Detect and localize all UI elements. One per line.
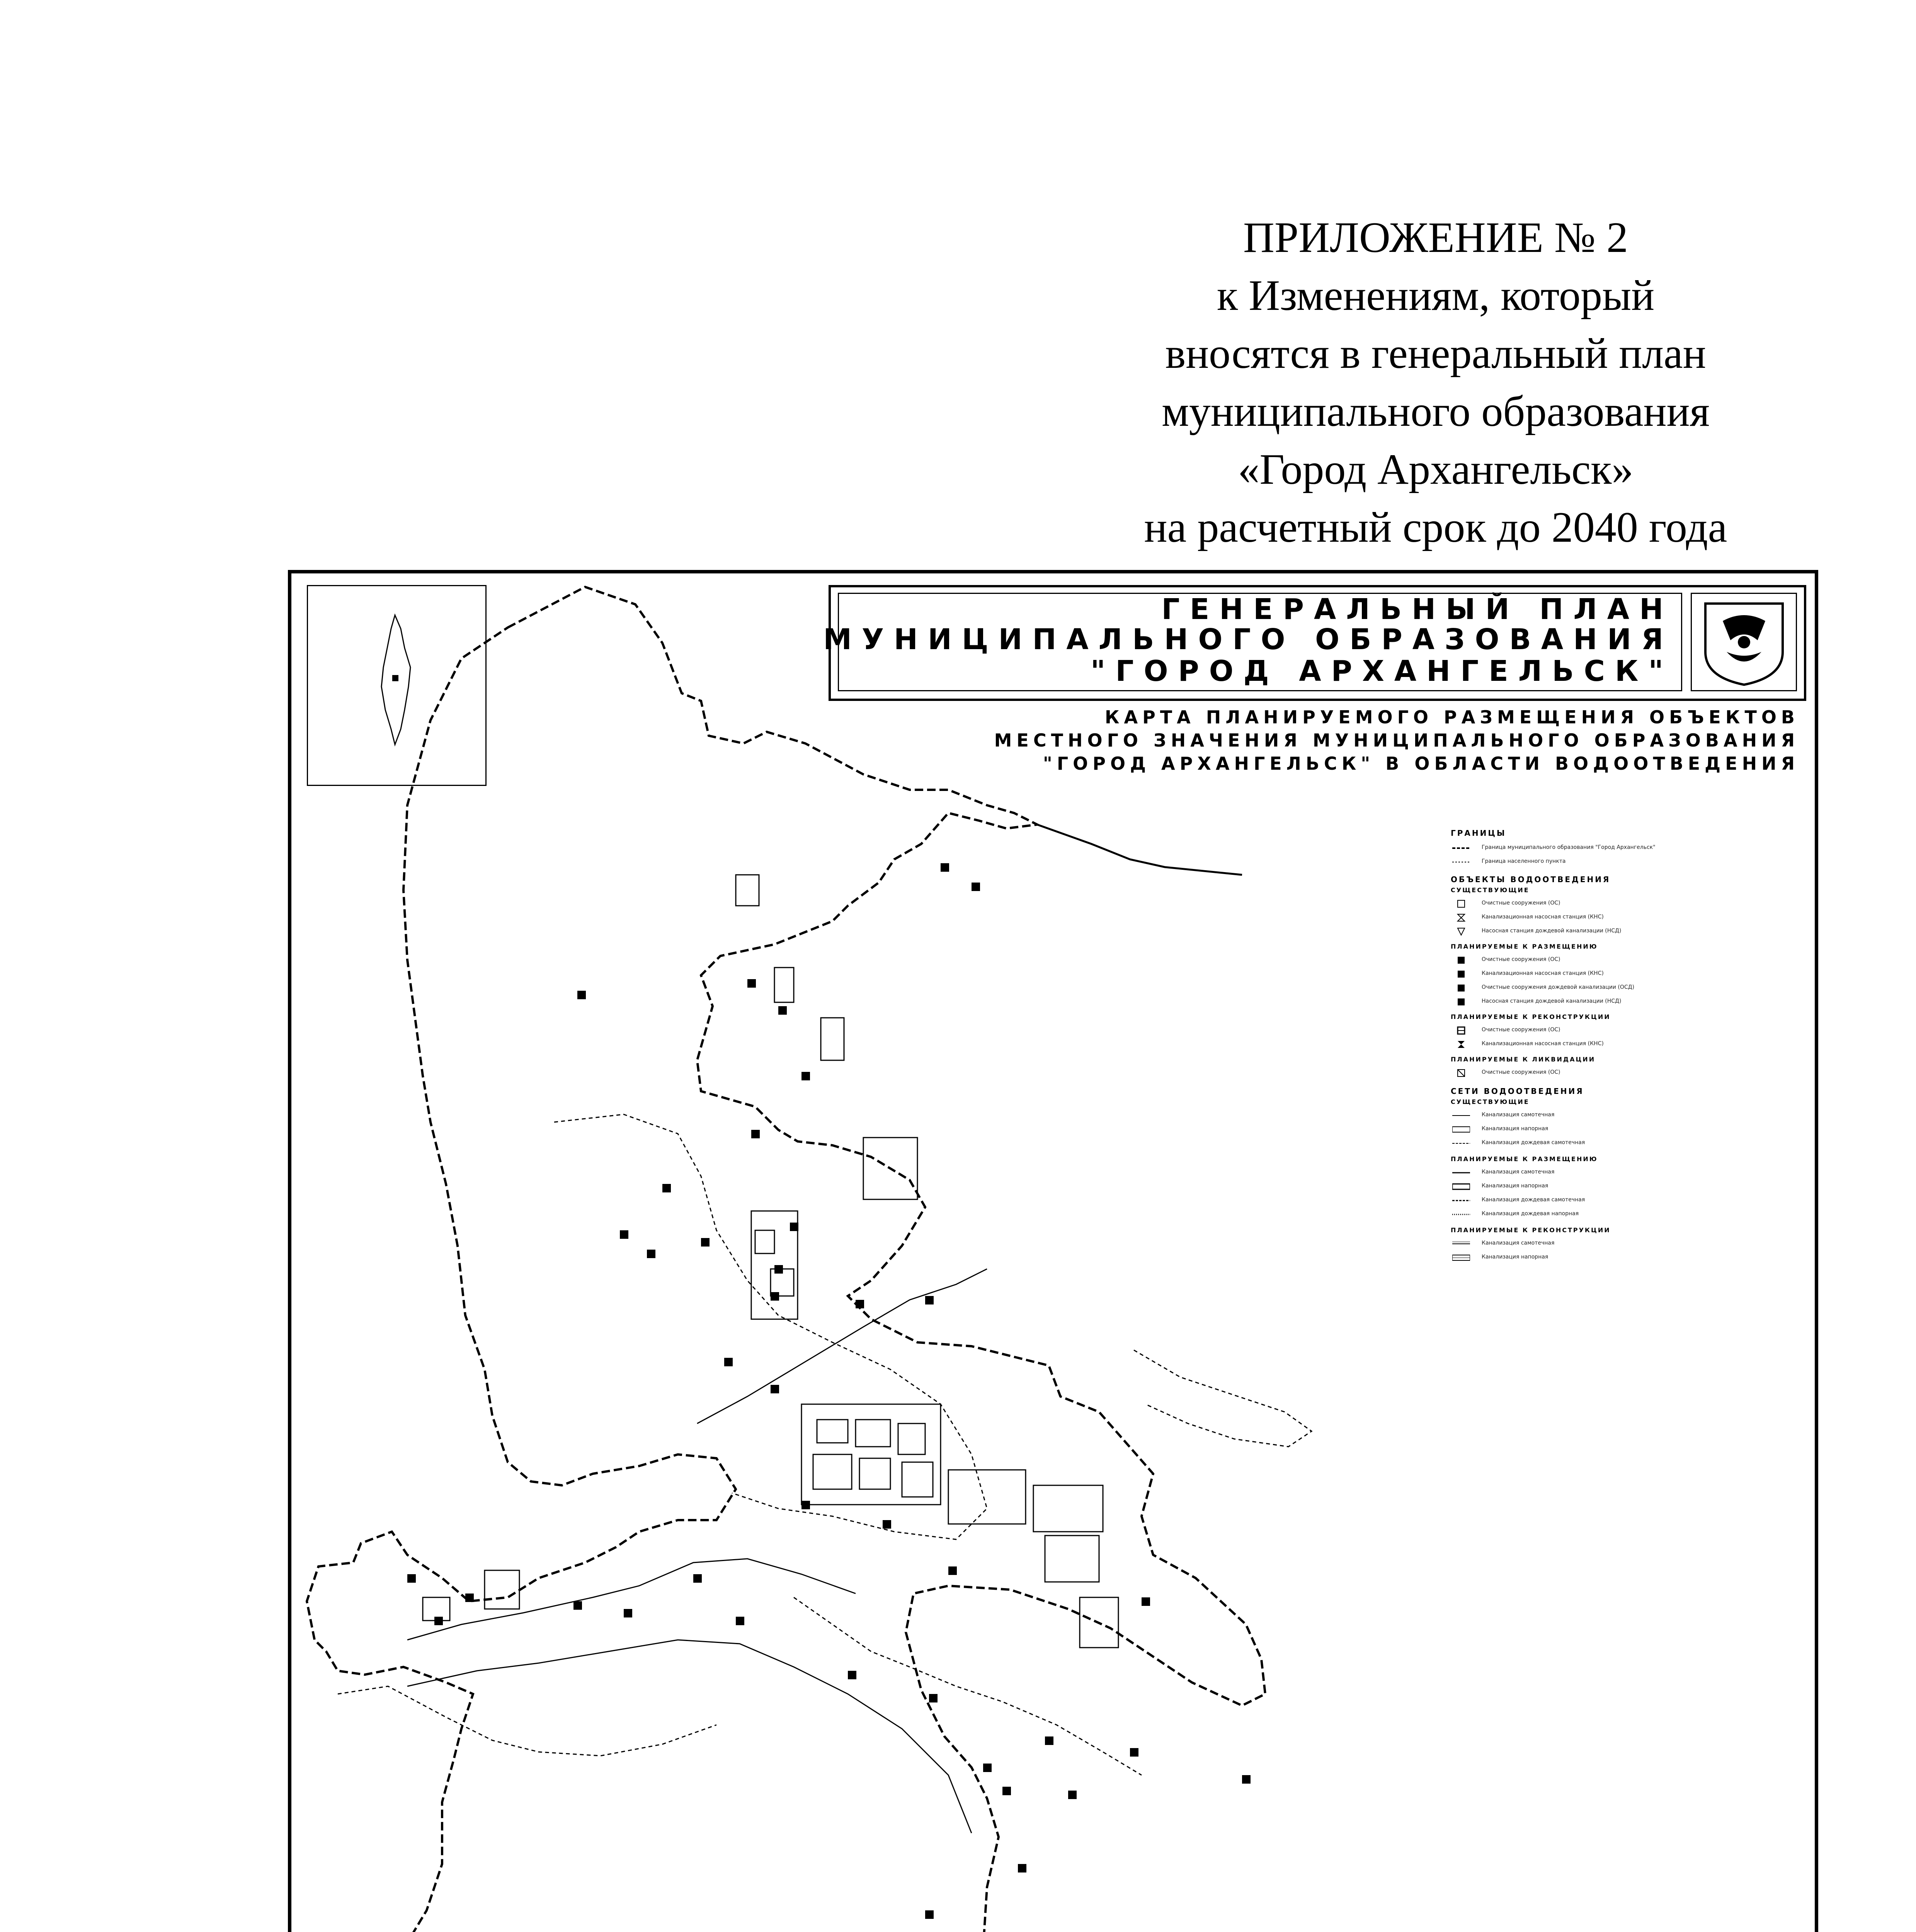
storm-line-icon xyxy=(1452,1138,1470,1148)
legend-subheading: ПЛАНИРУЕМЫЕ К РЕКОНСТРУКЦИИ xyxy=(1451,1226,1611,1234)
storm-line-icon xyxy=(1452,1196,1470,1206)
coat-of-arms-icon xyxy=(1691,593,1797,691)
settlement-boundary xyxy=(1134,1350,1312,1447)
appendix-header xyxy=(958,209,1913,556)
river-bank xyxy=(697,1269,987,1423)
legend-subheading: ПЛАНИРУЕМЫЕ К РАЗМЕЩЕНИЮ xyxy=(1451,943,1598,950)
legend-heading: ГРАНИЦЫ xyxy=(1451,828,1506,838)
treatment-plant-icon xyxy=(1452,1068,1470,1078)
map-title: МУНИЦИПАЛЬНОГО ОБРАЗОВАНИЯ xyxy=(823,623,1673,656)
map-legend xyxy=(1451,828,1791,1420)
appendix-title: ПРИЛОЖЕНИЕ № 2 xyxy=(1243,214,1628,262)
sewer-line-icon xyxy=(1452,1168,1470,1178)
legend-item: Очистные сооружения (ОС) xyxy=(1451,898,1791,910)
treatment-plant-icon xyxy=(1452,955,1470,965)
legend-item: Очистные сооружения дождевой канализации (ОСД) xyxy=(1451,982,1791,994)
legend-item: Граница муниципального образования "Город Архангельск" xyxy=(1451,842,1791,854)
map-title: ГЕНЕРАЛЬНЫЙ ПЛАН xyxy=(1161,593,1673,626)
boundary-line-icon xyxy=(1452,857,1470,867)
subtitle-line: МЕСТНОГО ЗНАЧЕНИЯ МУНИЦИПАЛЬНОГО ОБРАЗОВАНИЯ xyxy=(994,730,1799,751)
legend-item: Канализационная насосная станция (КНС) xyxy=(1451,912,1791,923)
legend-item: Канализация дождевая напорная xyxy=(1451,1209,1791,1220)
legend-heading: ОБЪЕКТЫ ВОДООТВЕДЕНИЯ xyxy=(1451,875,1611,884)
pressure-line-icon xyxy=(1452,1253,1470,1263)
legend-item: Насосная станция дождевой канализации (НСД) xyxy=(1451,926,1791,937)
pressure-line-icon xyxy=(1452,1124,1470,1134)
storm-pressure-line-icon xyxy=(1452,1209,1470,1219)
legend-item: Канализационная насосная станция (КНС) xyxy=(1451,968,1791,980)
appendix-line: на расчетный срок до 2040 года xyxy=(1144,503,1727,551)
legend-subheading: СУЩЕСТВУЮЩИЕ xyxy=(1451,1098,1530,1105)
municipal-boundary xyxy=(307,587,1265,1932)
legend-item: Очистные сооружения (ОС) xyxy=(1451,1067,1791,1079)
appendix-line: муниципального образования xyxy=(1161,388,1710,435)
legend-item: Канализация напорная xyxy=(1451,1124,1791,1135)
appendix-line: вносятся в генеральный план xyxy=(1165,330,1706,378)
appendix-line: к Изменениям, который xyxy=(1217,272,1655,320)
subtitle-line: "ГОРОД АРХАНГЕЛЬСК" В ОБЛАСТИ ВОДООТВЕДЕНИЯ xyxy=(1043,753,1799,774)
legend-subheading: ПЛАНИРУЕМЫЕ К ЛИКВИДАЦИИ xyxy=(1451,1056,1596,1063)
legend-item: Канализация дождевая самотечная xyxy=(1451,1195,1791,1206)
river-line xyxy=(1037,825,1242,875)
legend-subheading: ПЛАНИРУЕМЫЕ К РЕКОНСТРУКЦИИ xyxy=(1451,1013,1611,1020)
legend-item: Канализация напорная xyxy=(1451,1252,1791,1264)
legend-item: Насосная станция дождевой канализации (НСД) xyxy=(1451,996,1791,1008)
legend-heading: СЕТИ ВОДООТВЕДЕНИЯ xyxy=(1451,1087,1584,1096)
legend-subheading: ПЛАНИРУЕМЫЕ К РАЗМЕЩЕНИЮ xyxy=(1451,1155,1598,1163)
pump-station-icon xyxy=(1452,913,1470,923)
legend-subheading: СУЩЕСТВУЮЩИЕ xyxy=(1451,886,1530,894)
legend-item: Канализационная насосная станция (КНС) xyxy=(1451,1039,1791,1050)
pump-station-icon xyxy=(1452,969,1470,979)
river-bank xyxy=(407,1640,972,1833)
city-center xyxy=(423,875,1118,1648)
legend-item: Канализация самотечная xyxy=(1451,1238,1791,1250)
appendix-line: «Город Архангельск» xyxy=(1238,446,1634,493)
sewer-line-icon xyxy=(1452,1111,1470,1121)
settlement-boundary xyxy=(554,1114,987,1539)
legend-item: Очистные сооружения (ОС) xyxy=(1451,1025,1791,1036)
treatment-plant-icon xyxy=(1452,899,1470,909)
boundary-line-icon xyxy=(1452,843,1470,853)
subtitle-line: КАРТА ПЛАНИРУЕМОГО РАЗМЕЩЕНИЯ ОБЪЕКТОВ xyxy=(1104,707,1799,728)
legend-item: Канализация дождевая самотечная xyxy=(1451,1138,1791,1149)
storm-treatment-icon xyxy=(1452,983,1470,993)
legend-item: Канализация напорная xyxy=(1451,1181,1791,1192)
legend-item: Канализация самотечная xyxy=(1451,1167,1791,1179)
legend-item: Граница населенного пункта xyxy=(1451,856,1791,868)
wastewater-facilities xyxy=(407,863,1328,1932)
sewer-line-icon xyxy=(1452,1239,1470,1249)
overview-inset xyxy=(307,585,487,786)
storm-pump-icon xyxy=(1452,997,1470,1007)
river-bank xyxy=(407,1559,856,1640)
legend-item: Очистные сооружения (ОС) xyxy=(1451,954,1791,966)
legend-item: Канализация самотечная xyxy=(1451,1110,1791,1121)
pressure-line-icon xyxy=(1452,1182,1470,1192)
map-title: "ГОРОД АРХАНГЕЛЬСК" xyxy=(1090,655,1673,688)
settlement-boundary xyxy=(794,1597,1142,1775)
treatment-plant-icon xyxy=(1452,1026,1470,1036)
overview-map xyxy=(308,586,486,785)
pump-station-icon xyxy=(1452,1039,1470,1049)
map-sheet xyxy=(288,570,1818,1932)
storm-pump-icon xyxy=(1452,927,1470,937)
title-block xyxy=(823,585,1806,701)
title-frame xyxy=(823,593,1682,691)
settlement-boundary xyxy=(338,1686,716,1756)
map-subtitle xyxy=(910,706,1799,775)
